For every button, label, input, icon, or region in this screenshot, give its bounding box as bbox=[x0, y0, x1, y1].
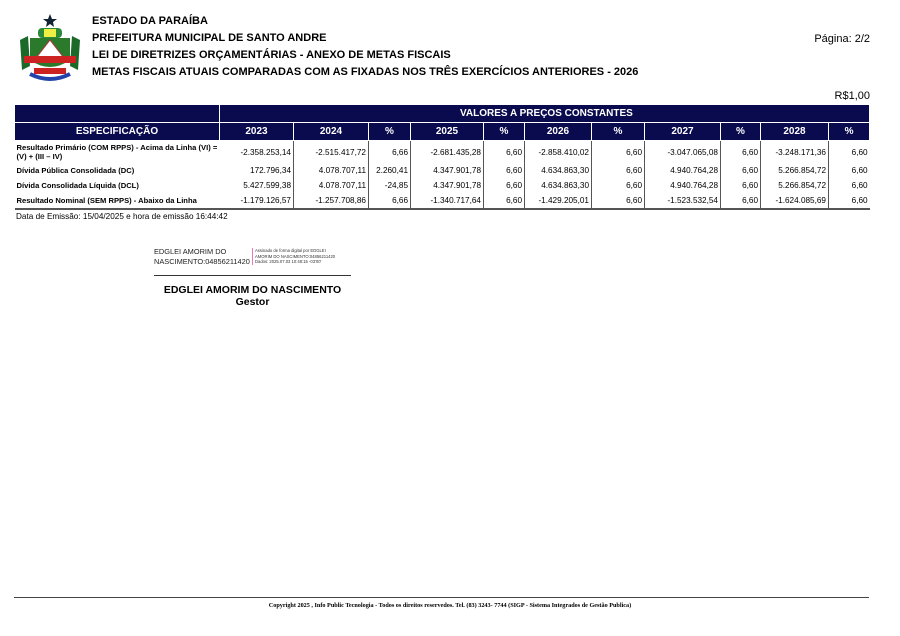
table-cell: 6,60 bbox=[592, 141, 645, 164]
table-row bbox=[15, 193, 870, 209]
table-cell: -1.523.532,54 bbox=[645, 193, 721, 209]
column-header: 2028 bbox=[761, 123, 829, 141]
table-cell: -2.858.410,02 bbox=[525, 141, 592, 164]
table-cell: 6,60 bbox=[721, 163, 761, 178]
signature-name-line2: NASCIMENTO:04856211420 bbox=[154, 257, 250, 266]
table-cell: 6,60 bbox=[484, 178, 525, 193]
table-cell: 4.347.901,78 bbox=[411, 163, 484, 178]
table-cell: 6,60 bbox=[851, 181, 868, 190]
table-row bbox=[15, 163, 870, 178]
signer-block bbox=[154, 284, 351, 308]
row-label: Resultado Nominal (SEM RPPS) - Abaixo da Linha bbox=[15, 193, 220, 209]
table-cell: -1.340.717,64 bbox=[411, 193, 484, 209]
column-header: % bbox=[369, 123, 411, 141]
table-cell: -1.624.085,69 bbox=[761, 193, 829, 209]
column-header: % bbox=[484, 123, 525, 141]
digital-signature-line2: AMORIM DO NASCIMENTO:04856211420 bbox=[255, 253, 336, 259]
column-header: % bbox=[592, 123, 645, 141]
table-cell: 6,60 bbox=[851, 166, 868, 175]
table-cell: 6,60 bbox=[721, 193, 761, 209]
table-cell: -1.179.126,57 bbox=[220, 193, 294, 209]
table-cell: 5.266.854,72 bbox=[761, 163, 829, 178]
law-title: LEI DE DIRETRIZES ORÇAMENTÁRIAS - ANEXO DE METAS FISCAIS bbox=[92, 49, 451, 61]
page-number: Página: 2/2 bbox=[814, 33, 870, 45]
table-cell: 6,60 bbox=[592, 163, 645, 178]
row-label: Resultado Primário (COM RPPS) - Acima da Linha (VI) = (V) + (III – IV) bbox=[16, 143, 218, 161]
state-title: ESTADO DA PARAÍBA bbox=[92, 15, 208, 27]
table-cell: 4.078.707,11 bbox=[294, 178, 369, 193]
table-cell: 4.940.764,28 bbox=[645, 178, 721, 193]
fiscal-goals-table bbox=[14, 104, 870, 210]
municipality-title: PREFEITURA MUNICIPAL DE SANTO ANDRE bbox=[92, 32, 327, 44]
table-cell: 6,60 bbox=[721, 141, 761, 164]
table-cell: 4.634.863,30 bbox=[525, 178, 592, 193]
column-header: ESPECIFICAÇÃO bbox=[15, 123, 220, 141]
table-cell: -2.515.417,72 bbox=[294, 141, 369, 164]
row-label: Dívida Consolidada Líquida (DCL) bbox=[16, 181, 139, 190]
municipal-coat-of-arms-logo bbox=[16, 12, 84, 84]
signer-role: Gestor bbox=[235, 296, 270, 308]
table-cell: 6,66 bbox=[369, 193, 411, 209]
table-cell: -1.257.708,86 bbox=[294, 193, 369, 209]
column-header: 2023 bbox=[220, 123, 294, 141]
table-cell: 4.940.764,28 bbox=[645, 163, 721, 178]
table-cell: 6,60 bbox=[721, 178, 761, 193]
table-cell: 6,60 bbox=[484, 141, 525, 164]
signature-line bbox=[154, 275, 351, 276]
column-header: % bbox=[721, 123, 761, 141]
table-cell: 6,60 bbox=[592, 193, 645, 209]
digital-signature-line1: Assinado de forma digital por EDGLEI bbox=[255, 248, 326, 253]
table-cell: 6,66 bbox=[369, 141, 411, 164]
table-cell: 6,60 bbox=[851, 147, 868, 157]
column-header: % bbox=[829, 123, 870, 141]
column-header: 2027 bbox=[645, 123, 721, 141]
table-cell: 172.796,34 bbox=[220, 163, 294, 178]
emission-date: Data de Emissão: 15/04/2025 e hora de emissão 16:44:42 bbox=[16, 212, 228, 221]
table-cell: 4.634.863,30 bbox=[525, 163, 592, 178]
table-row bbox=[15, 178, 870, 193]
column-header: 2024 bbox=[294, 123, 369, 141]
column-header: 2025 bbox=[411, 123, 484, 141]
table-row bbox=[15, 141, 870, 164]
signature-name bbox=[154, 247, 250, 267]
column-header: 2026 bbox=[525, 123, 592, 141]
table-cell: 6,60 bbox=[484, 193, 525, 209]
table-cell: 4.347.901,78 bbox=[411, 178, 484, 193]
digital-signature-date: Dados: 2025.07.03 10:48:15 -03'00' bbox=[255, 259, 322, 264]
table-cell: 6,60 bbox=[592, 178, 645, 193]
table-cell: -24,85 bbox=[369, 178, 411, 193]
table-cell: -2.681.435,28 bbox=[411, 141, 484, 164]
table-cell: 5.266.854,72 bbox=[761, 178, 829, 193]
report-title: METAS FISCAIS ATUAIS COMPARADAS COM AS FIXADAS NOS TRÊS EXERCÍCIOS ANTERIORES - 2026 bbox=[92, 66, 639, 78]
header-blank bbox=[15, 105, 220, 123]
signature-name-line1: EDGLEI AMORIM DO bbox=[154, 247, 227, 256]
footer-copyright: Copyright 2025 , Info Public Tecnologia - Todos os direitos reservedos. Tel. (83) 3243- 7744 (SIGP - Sistema Integrados de Gestão Publica) bbox=[268, 602, 632, 609]
table-cell: 5.427.599,38 bbox=[220, 178, 294, 193]
constant-prices-header: VALORES A PREÇOS CONSTANTES bbox=[220, 105, 870, 123]
digital-signature-info bbox=[252, 248, 335, 265]
table-cell: -3.047.065,08 bbox=[645, 141, 721, 164]
signer-name: EDGLEI AMORIM DO NASCIMENTO bbox=[163, 284, 342, 296]
footer-divider bbox=[14, 597, 869, 598]
table-cell: -3.248.171,36 bbox=[761, 141, 829, 164]
table-cell: 6,60 bbox=[484, 163, 525, 178]
table-cell: 2.260,41 bbox=[369, 163, 411, 178]
currency-unit: R$1,00 bbox=[834, 90, 870, 102]
table-cell: 4.078.707,11 bbox=[294, 163, 369, 178]
table-cell: 6,60 bbox=[829, 193, 870, 209]
table-cell: -2.358.253,14 bbox=[220, 141, 294, 164]
table-cell: -1.429.205,01 bbox=[525, 193, 592, 209]
row-label: Dívida Pública Consolidada (DC) bbox=[16, 166, 135, 175]
